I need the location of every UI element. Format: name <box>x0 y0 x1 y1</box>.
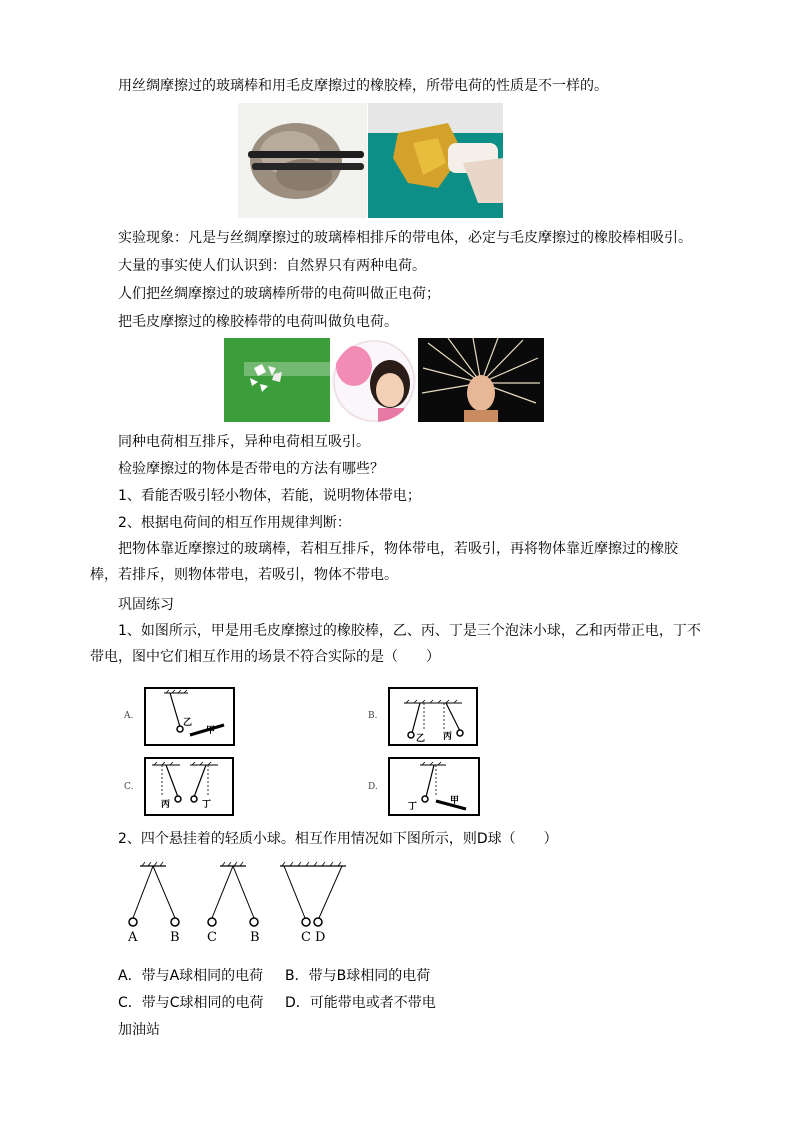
ball-yi-label: 乙 <box>183 718 193 728</box>
q2-label-d: D <box>315 930 326 945</box>
question-1: 1、如图所示，甲是用毛皮摩擦过的橡胶棒，乙、丙、丁是三个泡沫小球，乙和丙带正电，丁不带电，图中它们相互作用的场景不符合实际的是（ ） <box>90 623 701 665</box>
test-method-1: 1、看能否吸引轻小物体，若能，说明物体带电； <box>118 488 421 504</box>
question-2: 2、四个悬挂着的轻质小球。相互作用情况如下图所示，则D球（ ） <box>118 831 558 847</box>
q2-option-b: B．带与B球相同的电荷 <box>285 968 431 984</box>
option-a-label: A. <box>124 711 134 721</box>
silk-glass-rod-image <box>368 103 503 218</box>
ball-bing-label-b: 丙 <box>443 732 453 742</box>
q2-label-c1: C <box>207 930 217 945</box>
ball-bing-label-c: 丙 <box>161 800 171 810</box>
fur-rubber-rod-photo <box>238 103 367 218</box>
ball-ding-label-d: 丁 <box>408 802 418 812</box>
negative-charge-def: 把毛皮摩擦过的橡胶棒带的电荷叫做负电荷。 <box>118 314 398 330</box>
paper-bits-photo <box>224 338 330 422</box>
footer-section-title: 加油站 <box>118 1022 160 1038</box>
balloon-girl-image <box>332 340 416 422</box>
static-hair-photo <box>418 338 544 422</box>
two-charges-text: 大量的事实使人们认识到：自然界只有两种电荷。 <box>118 258 426 274</box>
rod-jia-label: 甲 <box>206 726 216 736</box>
ball-yi-label-b: 乙 <box>416 734 426 744</box>
panel-a <box>144 687 235 746</box>
test-method-2-detail: 把物体靠近摩擦过的玻璃棒，若相互排斥，物体带电，若吸引，再将物体靠近摩擦过的橡胶棒，若排斥，则物体带电，若吸引，物体不带电。 <box>90 541 678 583</box>
silk-glass-rod-photo <box>368 103 503 218</box>
q2-label-b1: B <box>170 930 180 945</box>
q2-option-a: A．带与A球相同的电荷 <box>118 968 264 984</box>
panel-b <box>388 687 478 746</box>
rod-jia-label-d: 甲 <box>450 796 460 806</box>
static-hair-image <box>418 338 544 422</box>
q2-label-a: A <box>128 930 138 945</box>
panel-c-drawing <box>146 759 232 814</box>
paper-bits-image <box>224 338 330 422</box>
practice-title: 巩固练习 <box>118 597 174 613</box>
panel-d-drawing <box>390 759 478 814</box>
phenomenon-text: 实验现象：凡是与丝绸摩擦过的玻璃棒相排斥的带电体，必定与毛皮摩擦过的橡胶棒相吸引。 <box>118 230 692 246</box>
intro-text: 用丝绸摩擦过的玻璃棒和用毛皮摩擦过的橡胶棒，所带电荷的性质是不一样的。 <box>118 78 608 94</box>
panel-b-drawing <box>390 689 476 744</box>
ball-ding-label-c: 丁 <box>202 800 212 810</box>
fur-rubber-rod-image <box>238 103 367 218</box>
q2-option-c: C．带与C球相同的电荷 <box>118 995 264 1011</box>
test-method-question: 检验摩擦过的物体是否带电的方法有哪些？ <box>118 461 384 477</box>
positive-charge-def: 人们把丝绸摩擦过的玻璃棒所带的电荷叫做正电荷； <box>118 286 440 302</box>
q2-option-d: D．可能带电或者不带电 <box>285 995 436 1011</box>
balloon-girl-photo <box>332 340 416 422</box>
panel-c <box>144 757 234 816</box>
option-d-label: D. <box>368 782 378 792</box>
option-b-label: B. <box>368 711 378 721</box>
test-method-2: 2、根据电荷间的相互作用规律判断： <box>118 515 351 531</box>
q2-label-b2: B <box>250 930 260 945</box>
q2-label-c2: C <box>301 930 311 945</box>
charge-law-text: 同种电荷相互排斥，异种电荷相互吸引。 <box>118 434 370 450</box>
panel-d <box>388 757 480 816</box>
option-c-label: C. <box>124 782 134 792</box>
